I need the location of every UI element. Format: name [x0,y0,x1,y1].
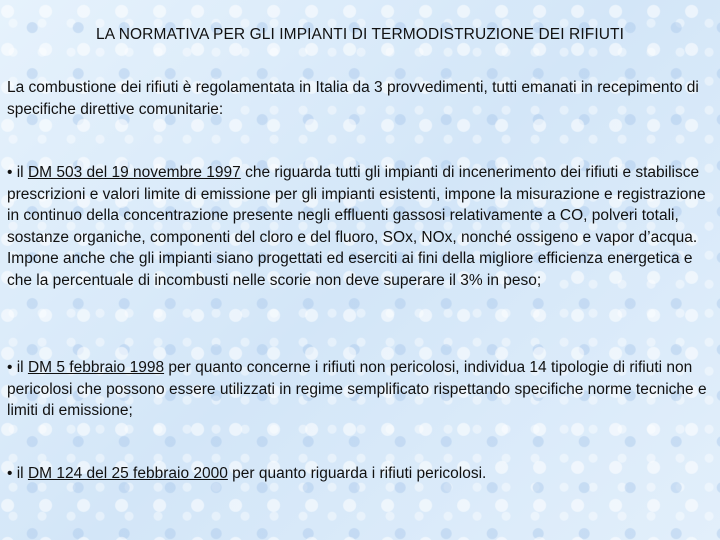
item-text: che riguarda tutti gli impianti di incenerimento dei rifiuti e stabilisce prescrizioni e valori limite di emissione per gli impianti esistenti, impone la misurazione e registrazione in continuo della concentrazione presente negli effluenti gassosi relativamente a CO, polveri totali, sostanze organiche, componenti del cloro e del fluoro, SOx, NOx, nonché ossigeno e vapor d’acqua. Impone anche che gli impianti siano progettati ed eserciti ai fini della migliore efficienza energetica e che la percentuale di incombusti nelle scorie non deve superare il 3% in peso; [7,164,706,289]
list-item [7,162,715,291]
list-item [7,357,715,422]
item-text: per quanto riguarda i rifiuti pericolosi. [227,465,487,482]
decree-reference: DM 124 del 25 febbraio 2000 [27,465,228,482]
decree-reference: DM 5 febbraio 1998 [27,359,165,376]
bullet-text: • il [7,164,28,181]
slide-title: LA NORMATIVA PER GLI IMPIANTI DI TERMODISTRUZIONE DEI RIFIUTI [96,26,624,43]
decree-reference: DM 503 del 19 novembre 1997 [27,164,241,181]
intro-paragraph: La combustione dei rifiuti è regolamentata in Italia da 3 provvedimenti, tutti emanati in recepimento di specifiche direttive comunitarie: [7,79,699,118]
bullet-text: • il [7,359,28,376]
bullet-text: • il [7,465,28,482]
item-text: per quanto concerne i rifiuti non pericolosi, individua 14 tipologie di rifiuti non pericolosi che possono essere utilizzati in regime semplificato rispettando specifiche norme tecniche e limiti di emissione; [7,359,707,419]
list-item [7,463,715,485]
